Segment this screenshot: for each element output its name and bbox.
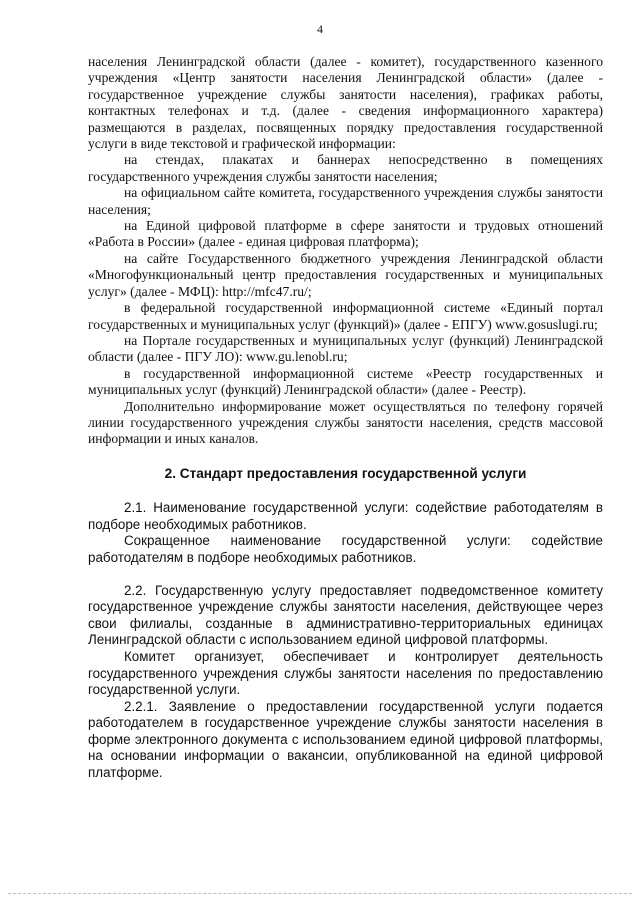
list-item-official-site: на официальном сайте комитета, государственного учреждения службы занятости населения; [88,185,603,217]
list-item-epgu: в федеральной государственной информационной системе «Единый портал государственных и муниципальных услуг (функций)» (далее - ЕПГУ) www.gosuslugi.ru; [88,300,603,332]
paragraph-2-2-1: 2.2.1. Заявление о предоставлении государственной услуги подается работодателем в государственное учреждение службы занятости населения в форме электронного документа с использованием единой цифровой платформы, на основании информации о вакансии, опубликованной на единой цифровой платформе. [88,698,603,781]
section-heading: 2. Стандарт предоставления государственной услуги [164,465,527,481]
paragraph-2-2: 2.2. Государственную услугу предоставляет подведомственное комитету государственное учреждение службы занятости населения, действующее через свои филиалы, созданные в административно-территориальных единицах Ленинградской области с использованием единой цифровой платформы. [88,582,603,648]
footer-divider [8,893,632,894]
list-item-digital-platform: на Единой цифровой платформе в сфере занятости и трудовых отношений «Работа в России» (далее - единая цифровая платформа); [88,218,603,250]
list-item-registry: в государственной информационной системе «Реестр государственных и муниципальных услуг (функций) Ленинградской области» (далее - Реестр). [88,365,603,398]
paragraph-additional-info: Дополнительно информирование может осуществляться по телефону горячей линии государственного учреждения службы занятости населения, средств массовой информации и иных каналов. [88,398,603,447]
list-item-mfc: на сайте Государственного бюджетного учреждения Ленинградской области «Многофункциональный центр предоставления государственных и муниципальных услуг» (далее - МФЦ): http://mfc47.ru/; [88,250,603,299]
paragraph-2-1: 2.1. Наименование государственной услуги: содействие работодателям в подборе необходимых работников. [88,500,603,532]
list-item-stands: на стендах, плакатах и баннерах непосредственно в помещениях государственного учреждения службы занятости населения; [88,152,603,184]
paragraph-2-1-short-name: Сокращенное наименование государственной услуги: содействие работодателям в подборе необходимых работников. [88,533,603,565]
paragraph-continuation: населения Ленинградской области (далее - комитет), государственного казенного учреждения «Центр занятости населения Ленинградской области» (далее - государственное учреждение службы занятости населения), графиках работы, контактных телефонах и т.д. (далее - сведения информационного характера) размещаются в разделах, посвященных порядку предоставления государственной услуги в виде текстовой и графической информации: [88,54,603,152]
spacer [88,567,603,583]
document-body [88,54,603,782]
page-number: 4 [317,22,323,36]
paragraph-2-2-committee: Комитет организует, обеспечивает и контролирует деятельность государственного учреждения службы занятости населения по предоставлению государственной услуги. [88,648,603,698]
list-item-pgu-lo: на Портале государственных и муниципальных услуг (функций) Ленинградской области (далее - ПГУ ЛО): www.gu.lenobl.ru; [88,332,603,365]
